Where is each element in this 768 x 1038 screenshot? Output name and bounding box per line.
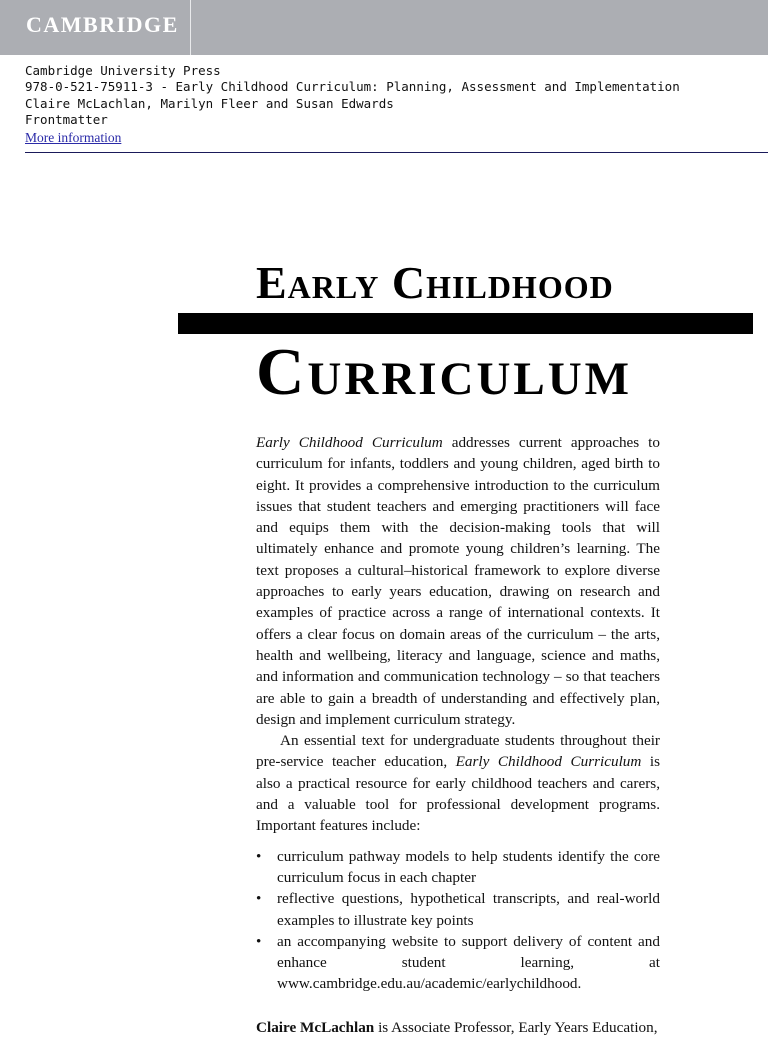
paragraph-2-start: An essential text for undergraduate students throughout their pre-service teacher education,: [256, 732, 660, 771]
publisher-logo: CAMBRIDGE: [26, 12, 179, 37]
book-title-line-1: Early Childhood: [256, 257, 614, 308]
section-label: Frontmatter: [25, 112, 108, 128]
bullet-icon: •: [256, 847, 262, 865]
blurb-paragraph-2: [256, 730, 660, 836]
paragraph-2-end: is also a practical resource for early childhood teachers and carers, and a valuable tool for professional development programs. Important features include:: [256, 753, 660, 835]
catalog-info: [25, 63, 680, 146]
list-item-text: curriculum pathway models to help students identify the core curriculum focus in each chapter: [277, 847, 660, 886]
more-information-link[interactable]: More information: [25, 129, 122, 145]
header-bar: [0, 0, 768, 55]
book-title-line-2: Curriculum: [256, 335, 633, 409]
list-item: [256, 931, 660, 995]
book-title-italic: Early Childhood Curriculum: [455, 753, 642, 771]
book-title-italic: Early Childhood Curriculum: [256, 434, 443, 451]
list-item-text: an accompanying website to support delivery of content and enhance student learning, at www.cambridge.edu.au/academic/earlychildhood.: [277, 932, 660, 993]
list-item: [256, 888, 660, 931]
list-item: [256, 846, 660, 889]
author-name: Claire McLachlan: [256, 1018, 375, 1036]
book-authors: Claire McLachlan, Marilyn Fleer and Susan Edwards: [25, 95, 394, 111]
header-rule: [25, 152, 768, 153]
author-bio: [256, 1017, 660, 1038]
bullet-icon: •: [256, 932, 262, 950]
header-divider: [190, 0, 191, 55]
author-bio-text: is Associate Professor, Early Years Education,: [374, 1018, 658, 1036]
features-list: [256, 846, 660, 995]
title-rule-bar: [178, 313, 753, 334]
paragraph-1-text: addresses current approaches to curriculum for infants, toddlers and young children, aged birth to eight. It provides a comprehensive introduction to the curriculum issues that student teachers and emerging practitioners will face and equips them with the decision-making tools that will ultimately enhance and promote young children’s learning. The text proposes a cultural–historical framework to explore diverse approaches to early years education, drawing on research and examples of practice across a range of international contexts. It offers a clear focus on domain areas of the curriculum – the arts, health and wellbeing, literacy and language, science and maths, and information and communication technology – so that teachers are able to gain a breadth of understanding and effectively plan, design and implement curriculum strategy.: [256, 434, 660, 728]
blurb-paragraph-1: [256, 432, 660, 730]
bullet-icon: •: [256, 890, 262, 908]
isbn-title: 978-0-521-75911-3 - Early Childhood Curriculum: Planning, Assessment and Implementation: [25, 79, 680, 95]
list-item-text: reflective questions, hypothetical transcripts, and real-world examples to illustrate key points: [277, 890, 660, 929]
publisher-name: Cambridge University Press: [25, 63, 221, 78]
blurb: [256, 432, 660, 1038]
